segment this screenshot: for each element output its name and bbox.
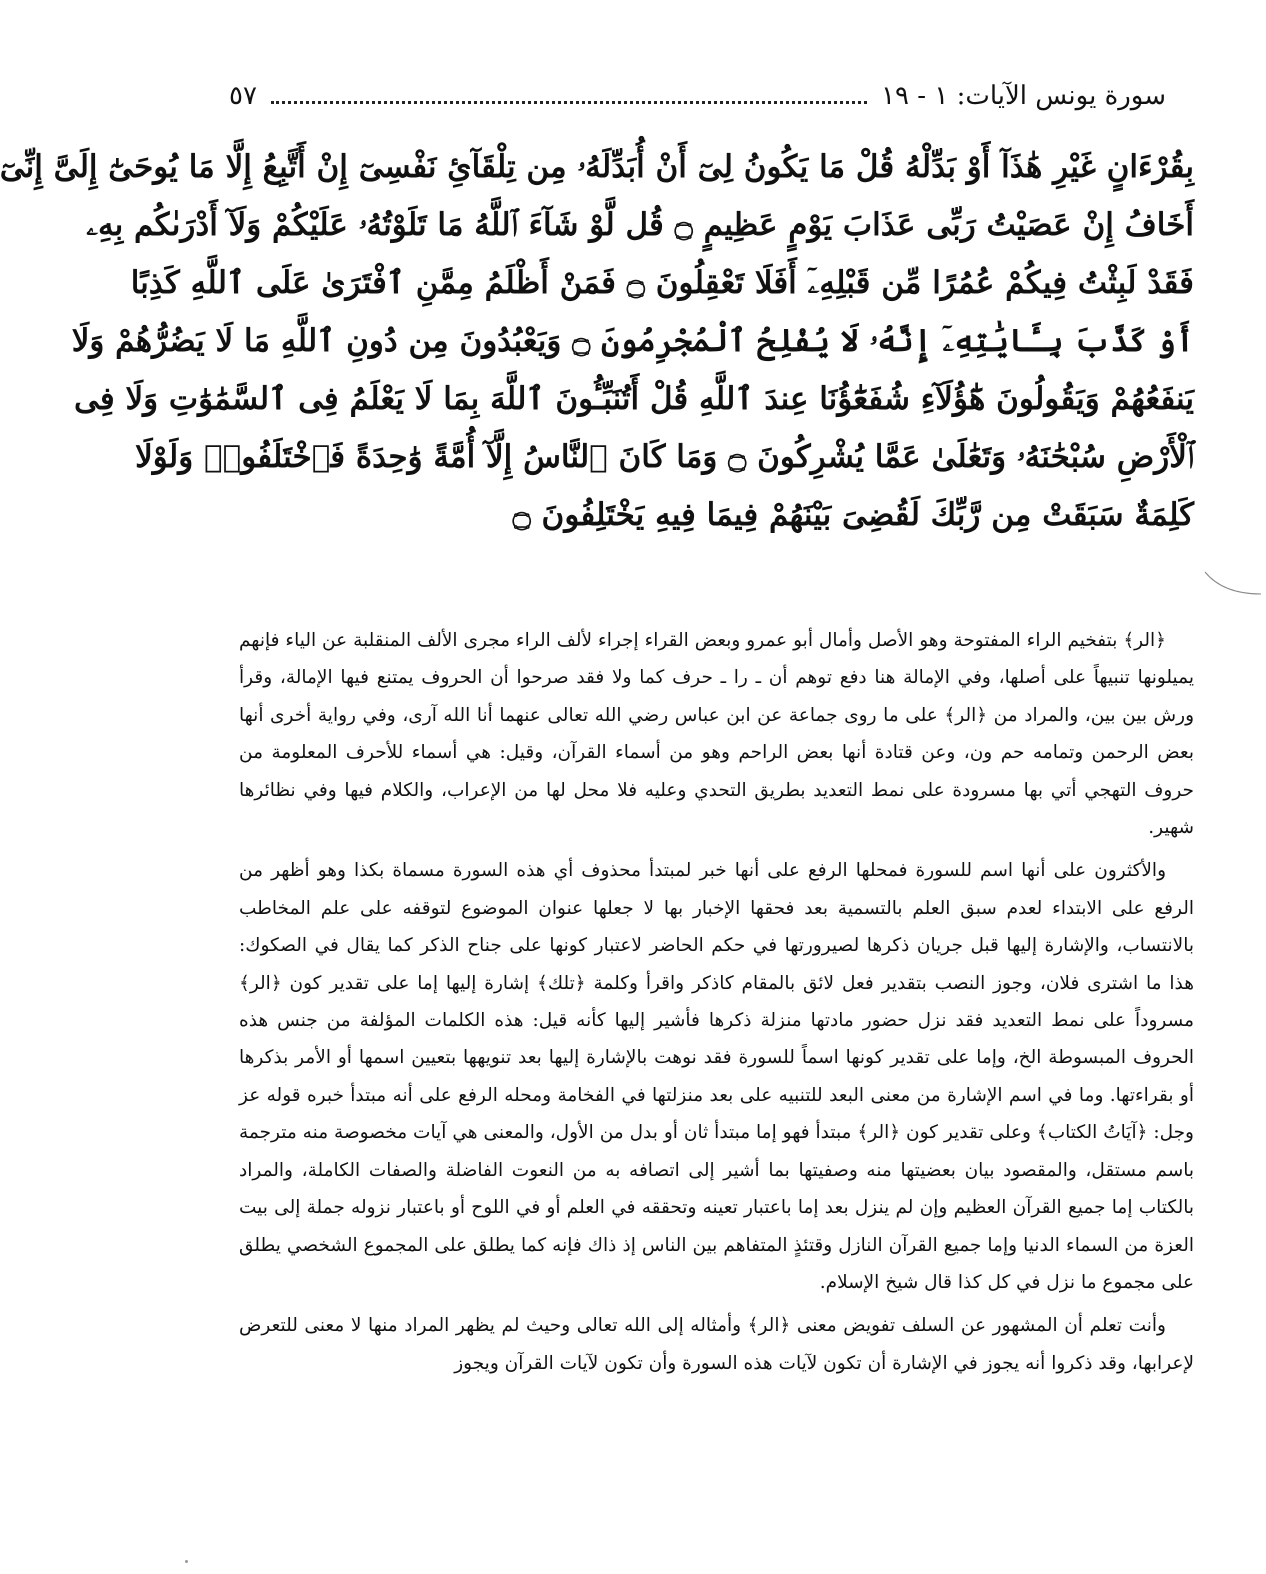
quran-line: أَخَافُ إِنْ عَصَيْتُ رَبِّى عَذَابَ يَوْمٍ عَظِيمٍ ۝ قُل لَّوْ شَآءَ ٱللَّهُ مَا تَلَوْتُهُۥ عَلَيْكُمْ وَلَآ أَدْرَىٰكُم بِهِۦ: [86, 207, 1194, 243]
ayah-number-marker: [327, 548, 357, 576]
surah-title: سورة يونس الآيات: ١ - ١٩: [881, 81, 1166, 111]
quran-line: كَلِمَةٌ سَبَقَتْ مِن رَّبِّكَ لَقُضِىَ بَيْنَهُمْ فِيمَا فِيهِ يَخْتَلِفُونَ ۝: [512, 497, 1194, 533]
ayah-number-marker: [419, 548, 449, 576]
quran-line: فَقَدْ لَبِثْتُ فِيكُمْ عُمُرًا مِّن قَبْلِهِۦٓ أَفَلَا تَعْقِلُونَ ۝ فَمَنْ أَظْلَمُ مِمَّنِ ٱفْتَرَىٰ عَلَى ٱللَّهِ كَذِبًا: [130, 265, 1194, 301]
ayah-number-marker: [235, 548, 265, 576]
decorative-curve: [1203, 568, 1263, 598]
scan-speck: [185, 1560, 188, 1563]
quran-text-block: [0, 138, 1194, 544]
quran-line: بِقُرْءَانٍ غَيْرِ هَٰذَآ أَوْ بَدِّلْهُ قُلْ مَا يَكُونُ لِىٓ أَنْ أُبَدِّلَهُۥ مِن تِلْقَآئِ نَفْسِىٓ إِنْ أَتَّبِعُ إِلَّا مَا يُوحَىٰٓ إِلَىَّ إِنِّىٓ: [0, 149, 1194, 185]
commentary-paragraph: وأنت تعلم أن المشهور عن السلف تفويض معنى ﴿الر﴾ وأمثاله إلى الله تعالى وحيث لم يظهر المراد منها لا معنى للتعرض لإعرابها، وقد ذكروا أنه يجوز في الإشارة أن تكون لآيات هذه السورة وأن تكون لآيات القرآن ويجوز: [239, 1315, 1194, 1374]
page-header: [229, 74, 1166, 118]
commentary-text-block: [239, 622, 1194, 1388]
commentary-paragraph: ﴿الر﴾ بتفخيم الراء المفتوحة وهو الأصل وأمال أبو عمرو وبعض القراء إجراء لألف الراء مجرى الألف المنقلبة عن الياء فإنهم يميلونها تنبيهاً على أصلها، وفي الإمالة هنا دفع توهم أن ـ را ـ حرف كما ولا فقد صرحوا أن الحروف يمتنع فيها الإمالة، وقرأ ورش بين بين، والمراد من ﴿الر﴾ على ما روى جماعة عن ابن عباس رضي الله تعالى عنهما أنا الله آرى، وفي رواية أخرى أنها بعض الرحمن وتمامه حم ون، وعن قتادة أنها بعض الراحم وهو من أسماء القرآن، وقيل: هي أسماء للأحرف المعلومة من حروف التهجي أتي بها مسرودة على نمط التعديد بطريق التحدي وعليه فلا محل لها من الإعراب، والكلام فيها وفي نظائرها شهير.: [239, 630, 1194, 839]
ayah-number-marker: [373, 548, 403, 576]
leader-dots: [271, 101, 867, 104]
quran-line: يَنفَعُهُمْ وَيَقُولُونَ هَٰٓؤُلَآءِ شُفَعَٰٓؤُنَا عِندَ ٱللَّهِ قُلْ أَتُنَبِّـُٔونَ ٱللَّهَ بِمَا لَا يَعْلَمُ فِى ٱلسَّمَٰوَٰتِ وَلَا فِى: [74, 381, 1194, 417]
page-number: ٥٧: [229, 81, 257, 111]
ayah-number-marker: [281, 548, 311, 576]
quran-line: أَوْ كَذَّبَ بِـَٔايَٰتِهِۦٓ إِنَّهُۥ لَا يُفْلِحُ ٱلْمُجْرِمُونَ ۝ وَيَعْبُدُونَ مِن دُونِ ٱللَّهِ مَا لَا يَضُرُّهُمْ وَلَا: [71, 323, 1194, 359]
commentary-paragraph: والأكثرون على أنها اسم للسورة فمحلها الرفع على أنها خبر لمبتدأ محذوف أي هذه السورة مسماة بكذا وهو أظهر من الرفع على الابتداء لعدم سبق العلم بالتسمية بعد فحقها الإخبار بها لا جعلها عنوان الموضوع لتوقفه على علم المخاطب بالانتساب، والإشارة إليها قبل جريان ذكرها لصيرورتها في حكم الحاضر لاعتبار كونها على جناح الذكر كما يقال في الصكوك: هذا ما اشترى فلان، وجوز النصب بتقدير فعل لائق بالمقام كاذكر واقرأ وكلمة ﴿تلك﴾ إشارة إليها إما على تقدير كون ﴿الر﴾ مسروداً على نمط التعديد فقد نزل حضور مادتها منزلة ذكرها فأشير إليها كأنه قيل: هذه الكلمات المؤلفة من جنس هذه الحروف المبسوطة الخ، وإما على تقدير كونها اسماً للسورة فقد نوهت بالإشارة إليها بعد تنويهها بتعيين اسمها أو الأمر بذكرها أو بقراءتها. وما في اسم الإشارة من معنى البعد للتنبيه على بعد منزلتها في الفخامة ومحله الرفع على أنه مبتدأ خبره قوله عز وجل: ﴿آيَاتُ الكتاب﴾ وعلى تقدير كون ﴿الر﴾ مبتدأ فهو إما مبتدأ ثان أو بدل من الأول، والمعنى هي آيات مخصوصة منه مترجمة باسم مستقل، والمقصود بيان بعضيتها منه وصفيتها بما أشير إلى اتصافه به من النعوت الفاضلة والصفات الكاملة، والمراد بالكتاب إما جميع القرآن العظيم وإن لم ينزل بعد إما باعتبار تعينه وتحققه في العلم أو في اللوح أو باعتبار نزوله جملة إلى بيت العزة من السماء الدنيا وإما جميع القرآن النازل وقتئذٍ المتفاهم بين الناس إذ ذاك فإنه كما يطلق على المجموع الشخصي يطلق على مجموع ما نزل في كل كذا قال شيخ الإسلام.: [239, 860, 1194, 1293]
quran-line: ٱلْأَرْضِ سُبْحَٰنَهُۥ وَتَعَٰلَىٰ عَمَّا يُشْرِكُونَ ۝ وَمَا كَانَ ٱلنَّاسُ إِلَّآ أُمَّةً وَٰحِدَةً فَٱخْتَلَفُوا۟ وَلَوْلَا: [135, 439, 1194, 475]
